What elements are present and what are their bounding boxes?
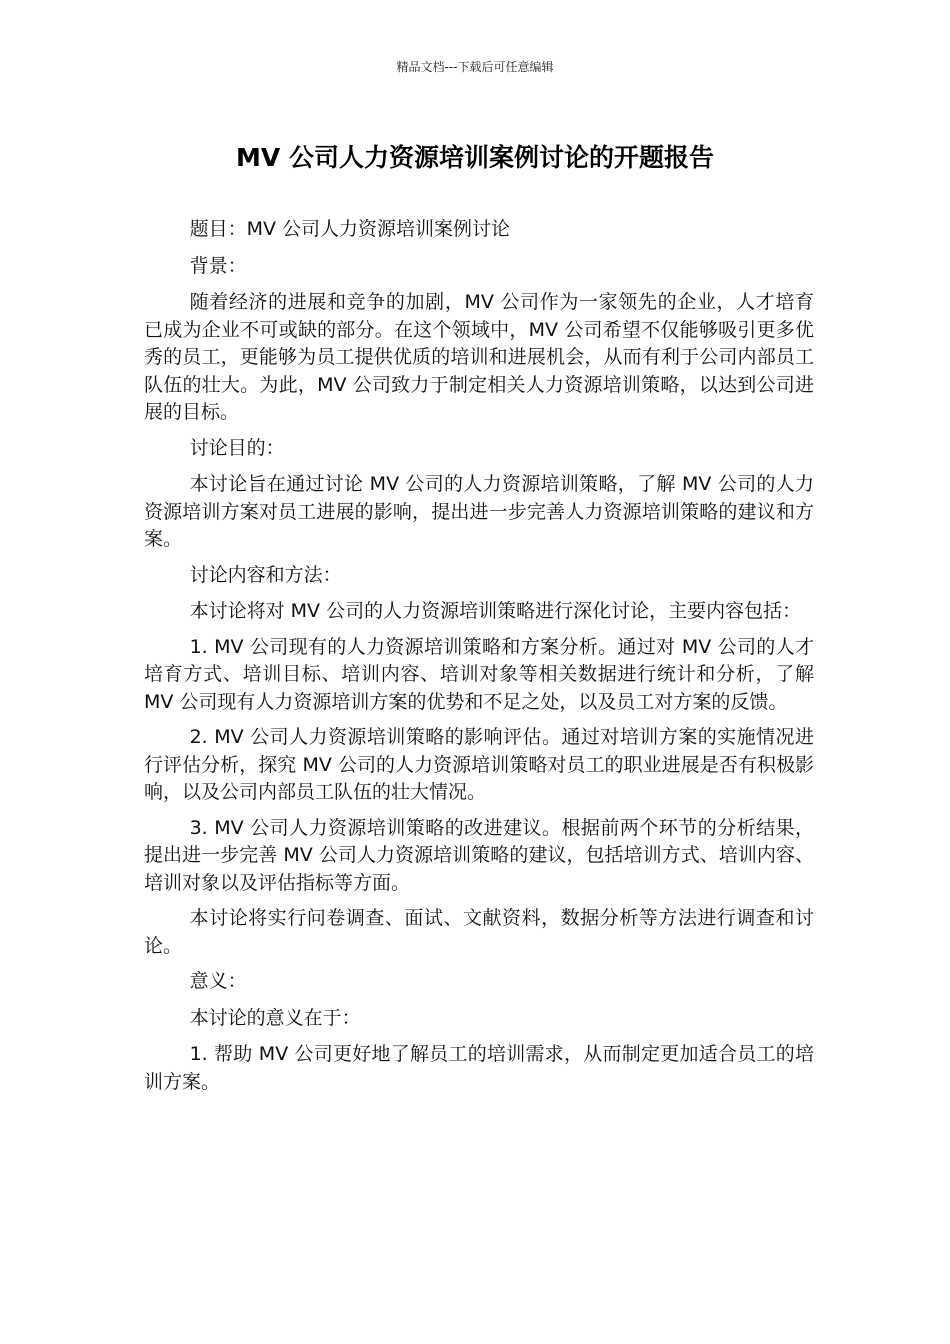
significance-heading: 意义： bbox=[189, 970, 247, 992]
page-header: 精品文档---下载后可任意编辑 bbox=[396, 60, 554, 74]
content-item-3: 3. MV 公司人力资源培训策略的改进建议。根据前两个环节的分析结果，提出进一步完善 MV 公司人力资源培训策略的建议，包括培训方式、培训内容、培训对象以及评估指标等方面。 bbox=[144, 816, 814, 894]
purpose-paragraph: 本讨论旨在通过讨论 MV 公司的人力资源培训策略，了解 MV 公司的人力资源培训方案对员工进展的影响，提出进一步完善人力资源培训策略的建议和方案。 bbox=[144, 473, 814, 550]
document-body bbox=[144, 216, 814, 1104]
background-heading: 背景： bbox=[189, 254, 247, 277]
purpose-heading: 讨论目的： bbox=[189, 436, 285, 459]
content-method-heading: 讨论内容和方法： bbox=[189, 563, 342, 586]
method-paragraph: 本讨论将实行问卷调查、面试、文献资料，数据分析等方法进行调查和讨论。 bbox=[144, 907, 814, 957]
background-paragraph: 随着经济的进展和竞争的加剧，MV 公司作为一家领先的企业，人才培育已成为企业不可或缺的部分。在这个领域中，MV 公司希望不仅能够吸引更多优秀的员工，更能够为员工提供优质的培训和进展机会，从而有利于公司内部员工队伍的壮大。为此，MV 公司致力于制定相关人力资源培训策略，以达到公司进展的目标。 bbox=[144, 291, 814, 423]
content-item-2: 2. MV 公司人力资源培训策略的影响评估。通过对培训方案的实施情况进行评估分析，探究 MV 公司的人力资源培训策略对员工的职业进展是否有积极影响，以及公司内部员工队伍的壮大情况。 bbox=[144, 726, 814, 803]
content-item-1: 1. MV 公司现有的人力资源培训策略和方案分析。通过对 MV 公司的人才培育方式、培训目标、培训内容、培训对象等相关数据进行统计和分析，了解 MV 公司现有人力资源培训方案的优势和不足之处，以及员工对方案的反馈。 bbox=[144, 635, 814, 713]
topic-heading: 题目：MV 公司人力资源培训案例讨论 bbox=[189, 218, 511, 240]
content-intro-paragraph: 本讨论将对 MV 公司的人力资源培训策略进行深化讨论，主要内容包括： bbox=[189, 600, 802, 622]
significance-item-1: 1. 帮助 MV 公司更好地了解员工的培训需求，从而制定更加适合员工的培训方案。 bbox=[144, 1043, 814, 1093]
significance-intro: 本讨论的意义在于： bbox=[189, 1006, 361, 1029]
document-title: MV 公司人力资源培训案例讨论的开题报告 bbox=[236, 143, 714, 172]
